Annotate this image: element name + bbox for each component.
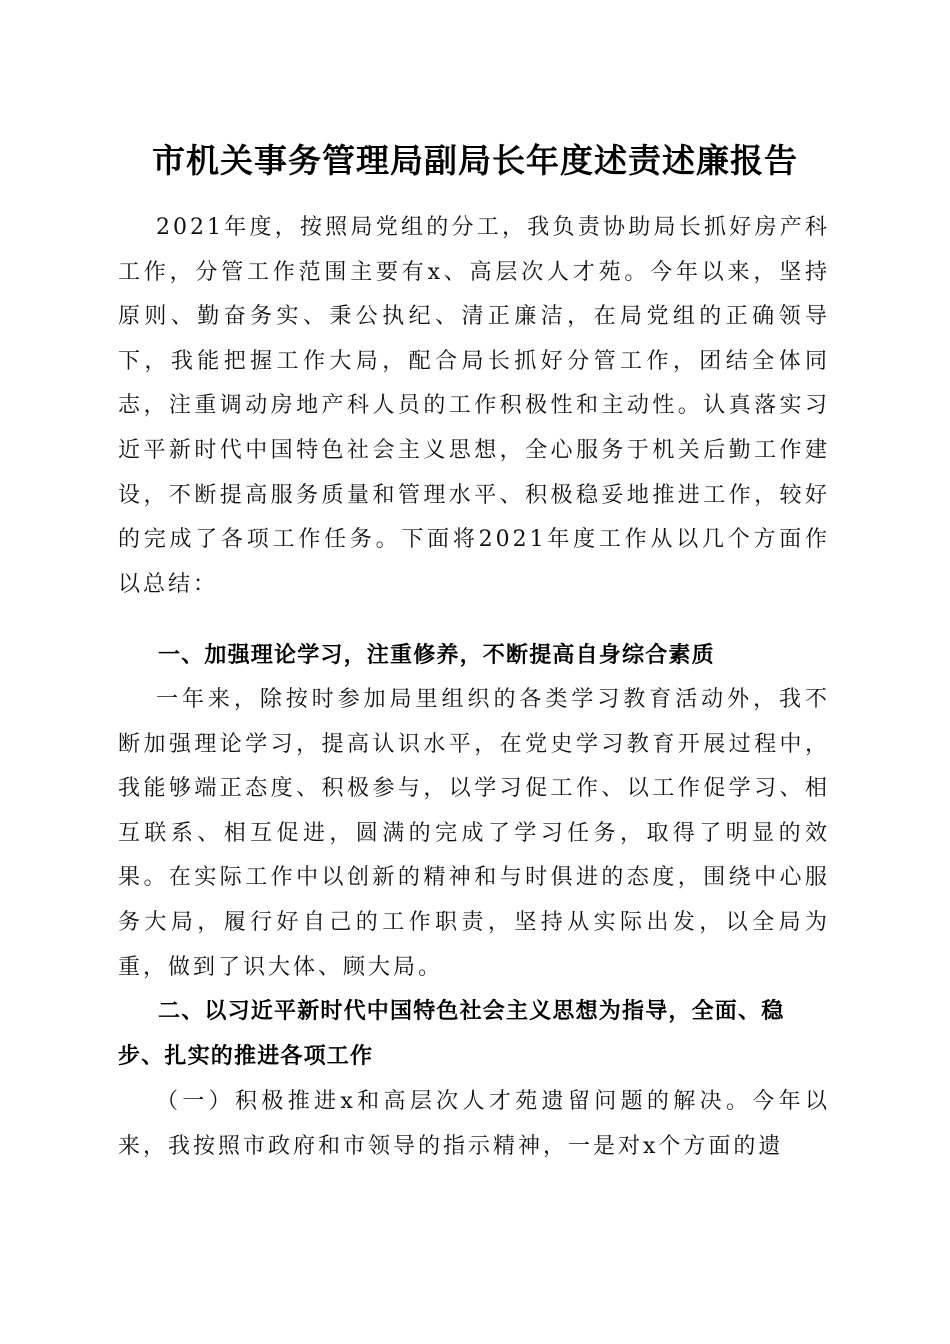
section-2-heading: 二、以习近平新时代中国特色社会主义思想为指导，全面、稳步、扎实的推进各项工作 — [118, 999, 785, 1069]
document-title: 市机关事务管理局副局长年度述责述廉报告 — [152, 141, 798, 180]
intro-paragraph: 2021年度，按照局党组的分工，我负责协助局长抓好房产科工作，分管工作范围主要有x、高层次人才苑。今年以来，坚持原则、勤奋务实、秉公执纪、清正廉洁，在局党组的正确领导下，我能把握工作大局，配合局长抓好分管工作，团结全体同志，注重调动房地产科人员的工作积极性和主动性。认真落实习近平新时代中国特色社会主义思想，全心服务于机关后勤工作建设，不断提高服务质量和管理水平、积极稳妥地推进工作，较好的完成了各项工作任务。下面将2021年度工作从以几个方面作以总结： — [118, 215, 830, 597]
section-2-paragraph: （一）积极推进x和高层次人才苑遗留问题的解决。今年以来，我按照市政府和市领导的指示精神，一是对x个方面的遗 — [118, 1089, 830, 1159]
section-1-paragraph: 一年来，除按时参加局里组织的各类学习教育活动外，我不断加强理论学习，提高认识水平，在党史学习教育开展过程中，我能够端正态度、积极参与，以学习促工作、以工作促学习、相互联系、相互促进，圆满的完成了学习任务，取得了明显的效果。在实际工作中以创新的精神和与时俱进的态度，围绕中心服务大局，履行好自己的工作职责，坚持从实际出发，以全局为重，做到了识大体、顾大局。 — [118, 687, 830, 980]
section-1-heading: 一、加强理论学习，注重修养，不断提高自身综合素质 — [158, 643, 715, 668]
